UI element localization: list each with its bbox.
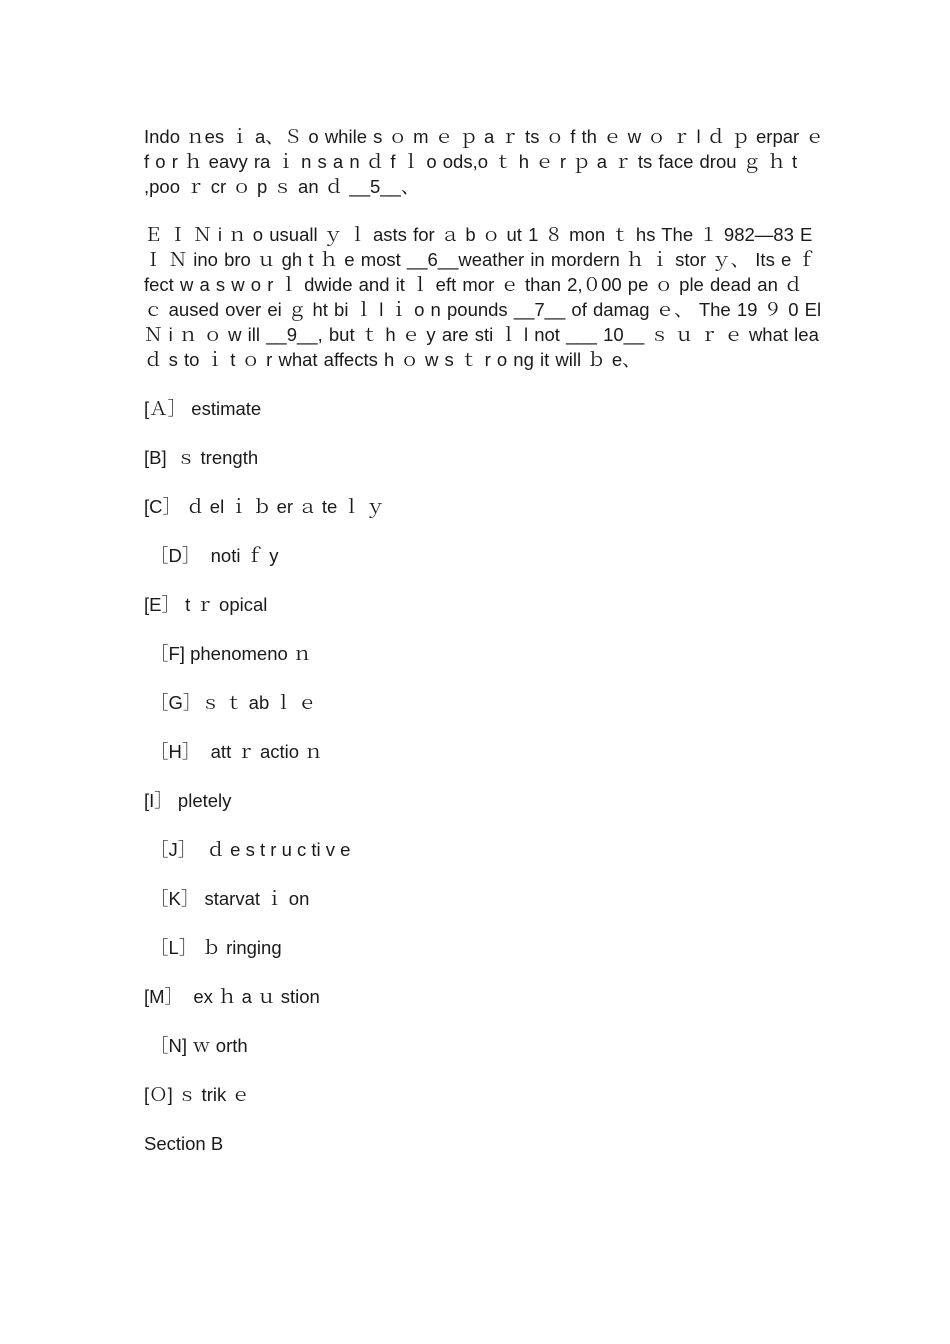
option-l: ［L］ ｂ ringing (150, 937, 282, 958)
option-g: ［G］ｓ ｔ ab ｌ ｅ (150, 692, 317, 713)
option-e: [E］ t ｒ opical (144, 594, 268, 615)
document-page (144, 124, 824, 1156)
option-i: [I］ pletely (144, 790, 232, 811)
option-d: ［D］ noti ｆ y (150, 545, 279, 566)
option-j: ［J］ ｄ e s t r u c ti v e (150, 839, 351, 860)
option-n: ［N] ｗ orth (150, 1035, 248, 1056)
option-b: [B] ｓ trength (144, 447, 259, 468)
section-heading: Section B (144, 1133, 224, 1154)
option-o: [Ｏ] ｓ trik ｅ (144, 1084, 250, 1105)
option-k: ［K］ starvat ｉ on (150, 888, 310, 909)
option-m: [M］ ex ｈ a ｕ stion (144, 986, 320, 1007)
option-h: ［H］ att ｒ actio ｎ (150, 741, 323, 762)
word-bank (144, 396, 824, 1107)
option-a: [Ａ］ estimate (144, 398, 262, 419)
option-c: [C］ ｄ el ｉ ｂ er ａ te ｌ ｙ (144, 496, 385, 517)
option-f: ［F] phenomeno ｎ (150, 643, 312, 664)
paragraph-indonesia: Indo ｎes ｉ a、Ｓ o while s ｏ m ｅ ｐ a ｒ ts ｏ f th ｅ w ｏ ｒ l ｄ ｐ erpar ｅ f o r ｈ eavy ra ｉ n s a n ｄ f ｌ o ods,o ｔ h ｅ r ｐ a ｒ ts face drou ｇ ｈ t ,poo ｒ cr ｏ p ｓ an ｄ __5__、 (144, 126, 824, 197)
paragraph-el-nino: Ｅ Ｉ Ｎ i ｎ o usuall ｙ ｌ asts for ａ b ｏ ut 1 ８ mon ｔ hs The １ 982—83 E Ｉ Ｎ ino bro ｕ gh t ｈ e most __6__weather in mordern ｈ ｉ stor ｙ、 Its e ｆ fect w a s w o r ｌ dwide and it ｌ eft mor ｅ than 2,０00 pe ｏ ple dead an ｄ ｃ aused over ei ｇ ht bi ｌ l ｉ o n pounds __7__ of damag ｅ、 The 19 ９ 0 El Ｎ i ｎ ｏ w ill __9__, but ｔ h ｅ y are sti ｌ l not ___ 10__ ｓ ｕ ｒ ｅ what lea ｄ s to ｉ t ｏ r what affects h ｏ w s ｔ r o ng it will ｂ e、 (144, 224, 822, 370)
